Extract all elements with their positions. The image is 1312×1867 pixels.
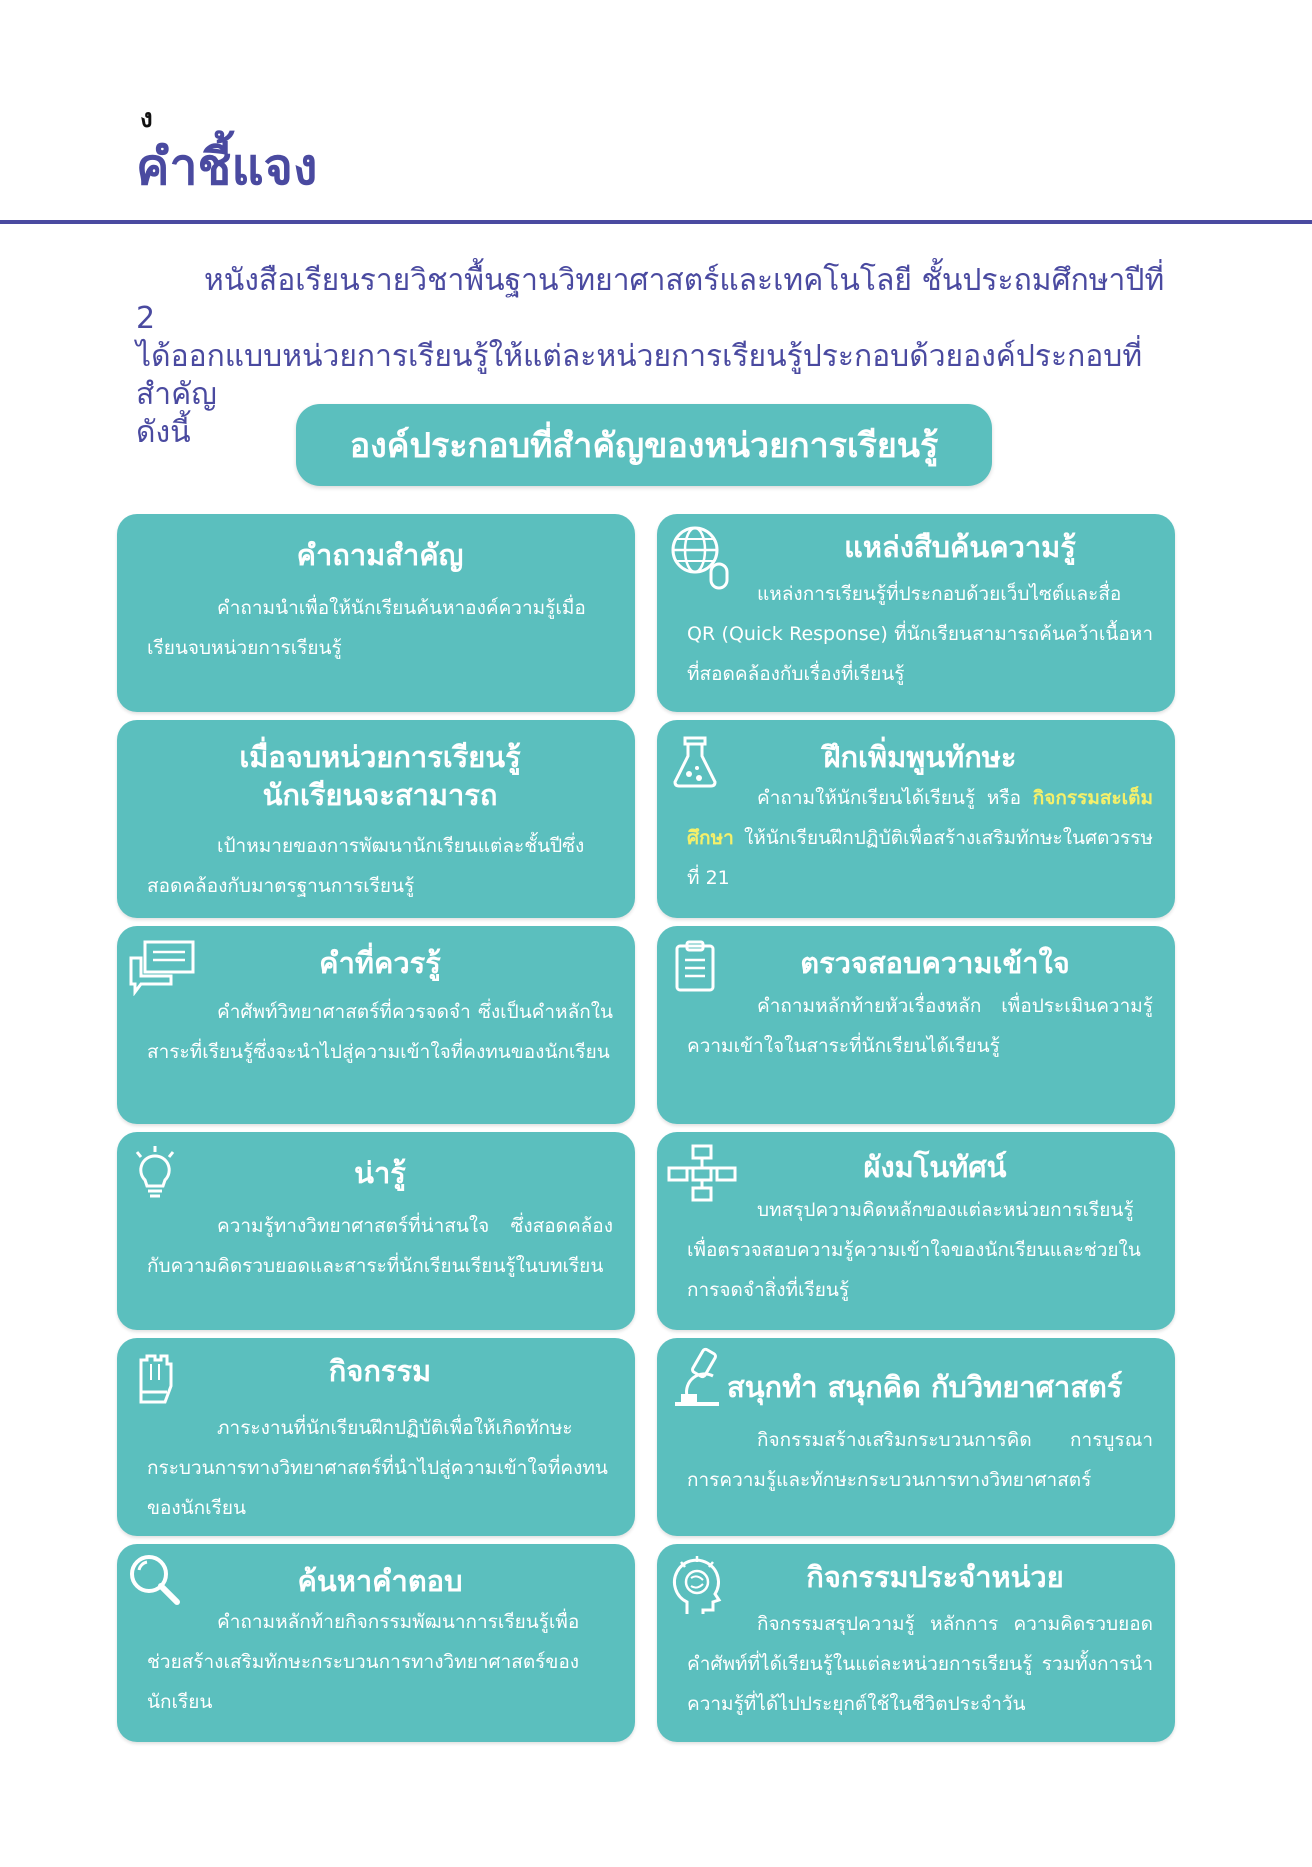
flask-icon: [667, 734, 723, 790]
card-body-text-before: คำถามให้นักเรียนได้เรียนรู้ หรือ: [757, 787, 1022, 809]
card-body: [687, 574, 1153, 694]
magnifier-icon: [127, 1552, 183, 1608]
page-number-letter: ง: [140, 104, 153, 134]
card-body-text: กิจกรรมสรุปความรู้ หลักการ ความคิดรวบยอด คำศัพท์ที่ได้เรียนรู้ในแต่ละหน่วยการเรียนรู้ รวมทั้งการนำความรู้ที่ได้ไปประยุกต์ใช้ในชีวิตประจำวัน: [687, 1613, 1153, 1715]
card-body: [147, 1206, 613, 1286]
card-sources: [657, 514, 1175, 712]
card-concept-map: [657, 1132, 1175, 1330]
card-title: คำที่ควรรู้: [319, 946, 441, 980]
card-body-text: คำถามหลักท้ายกิจกรรมพัฒนาการเรียนรู้เพื่อช่วยสร้างเสริมทักษะกระบวนการทางวิทยาศาสตร์ของนักเรียน: [147, 1611, 580, 1713]
page-title: คำชี้แจง: [136, 138, 318, 196]
card-body: [687, 778, 1153, 898]
glove-icon: [127, 1350, 183, 1406]
card-body: [147, 826, 613, 906]
card-body-text: คำถามนำเพื่อให้นักเรียนค้นหาองค์ความรู้เมื่อเรียนจบหน่วยการเรียนรู้: [147, 597, 586, 659]
stem-education-highlight: กิจกรรมสะเต็มศึกษา: [687, 787, 1154, 849]
clipboard-icon: [667, 938, 723, 994]
intro-line-1: หนังสือเรียนรายวิชาพื้นฐานวิทยาศาสตร์และเทคโนโลยี ชั้นประถมศึกษาปีที่ 2: [136, 263, 1165, 336]
microscope-icon: [667, 1346, 733, 1412]
title-divider: [0, 220, 1312, 224]
card-body: [147, 588, 613, 668]
card-title: ผังมโนทัศน์: [863, 1150, 1007, 1184]
card-body: [687, 986, 1153, 1066]
lightbulb-icon: [127, 1144, 183, 1200]
card-body-text-after: ให้นักเรียนฝึกปฏิบัติเพื่อสร้างเสริมทักษะในศตวรรษที่ 21: [687, 827, 1153, 889]
card-body-text: คำศัพท์วิทยาศาสตร์ที่ควรจดจำ ซึ่งเป็นคำหลักในสาระที่เรียนรู้ซึ่งจะนำไปสู่ความเข้าใจที่คงทนของนักเรียน: [147, 1001, 613, 1063]
card-fun-facts: [117, 1132, 635, 1330]
card-title-line-1: เมื่อจบหน่วยการเรียนรู้: [239, 740, 521, 774]
card-skills: [657, 720, 1175, 918]
card-body: [687, 1420, 1153, 1500]
card-body-text: แหล่งการเรียนรู้ที่ประกอบด้วยเว็บไซต์และสื่อ QR (Quick Response) ที่นักเรียนสามารถค้นคว้าเนื้อหาที่สอดคล้องกับเรื่องที่เรียนรู้: [687, 583, 1153, 685]
intro-line-2: ได้ออกแบบหน่วยการเรียนรู้ให้แต่ละหน่วยการเรียนรู้ประกอบด้วยองค์ประกอบที่สำคัญ: [136, 339, 1143, 412]
card-unit-activity: [657, 1544, 1175, 1742]
card-body: [147, 1602, 613, 1722]
card-title: ตรวจสอบความเข้าใจ: [800, 946, 1070, 980]
card-title: กิจกรรม: [328, 1354, 432, 1388]
intro-line-3: ดังนี้: [136, 415, 191, 450]
card-body-text: ความรู้ทางวิทยาศาสตร์ที่น่าสนใจ ซึ่งสอดคล้องกับความคิดรวบยอดและสาระที่นักเรียนเรียนรู้ในบทเรียน: [147, 1215, 613, 1277]
banner-label: องค์ประกอบที่สำคัญของหน่วยการเรียนรู้: [349, 426, 939, 466]
flowchart-icon: [667, 1144, 737, 1202]
card-key-question: [117, 514, 635, 712]
brain-head-icon: [667, 1554, 731, 1618]
card-title-line-2: นักเรียนจะสามารถ: [262, 778, 498, 812]
card-body: [147, 1408, 613, 1528]
card-title: แหล่งสืบค้นความรู้: [844, 530, 1076, 564]
components-banner: [296, 404, 992, 486]
card-body-text: บทสรุปความคิดหลักของแต่ละหน่วยการเรียนรู้เพื่อตรวจสอบความรู้ความเข้าใจของนักเรียนและช่วยในการจดจำสิ่งที่เรียนรู้: [687, 1199, 1141, 1301]
card-title: ค้นหาคำตอบ: [297, 1564, 463, 1598]
card-title: สนุกทำ สนุกคิด กับวิทยาศาสตร์: [727, 1370, 1123, 1404]
card-body-text: กิจกรรมสร้างเสริมกระบวนการคิด การบูรณาการความรู้และทักษะกระบวนการทางวิทยาศาสตร์: [687, 1429, 1153, 1491]
card-body: [147, 992, 613, 1072]
card-objectives: [117, 720, 635, 918]
card-fun-science: [657, 1338, 1175, 1536]
card-body-text: เป้าหมายของการพัฒนานักเรียนแต่ละชั้นปีซึ่งสอดคล้องกับมาตรฐานการเรียนรู้: [147, 835, 585, 897]
card-title: ฝึกเพิ่มพูนทักษะ: [823, 740, 1017, 774]
card-body: [687, 1190, 1153, 1310]
card-activity: [117, 1338, 635, 1536]
card-title: น่ารู้: [354, 1156, 406, 1190]
card-body-text: คำถามหลักท้ายหัวเรื่องหลัก เพื่อประเมินความรู้ความเข้าใจในสาระที่นักเรียนได้เรียนรู้: [687, 995, 1153, 1057]
card-body: [687, 1604, 1153, 1724]
card-body-text: ภาระงานที่นักเรียนฝึกปฏิบัติเพื่อให้เกิดทักษะกระบวนการทางวิทยาศาสตร์ที่นำไปสู่ความเข้าใจที่คงทนของนักเรียน: [147, 1417, 608, 1519]
card-vocabulary: [117, 926, 635, 1124]
globe-mouse-icon: [667, 522, 737, 592]
chat-bubbles-icon: [127, 938, 197, 996]
card-find-answer: [117, 1544, 635, 1742]
card-title: กิจกรรมประจำหน่วย: [806, 1560, 1064, 1594]
card-title: คำถามสำคัญ: [296, 538, 464, 572]
card-check: [657, 926, 1175, 1124]
